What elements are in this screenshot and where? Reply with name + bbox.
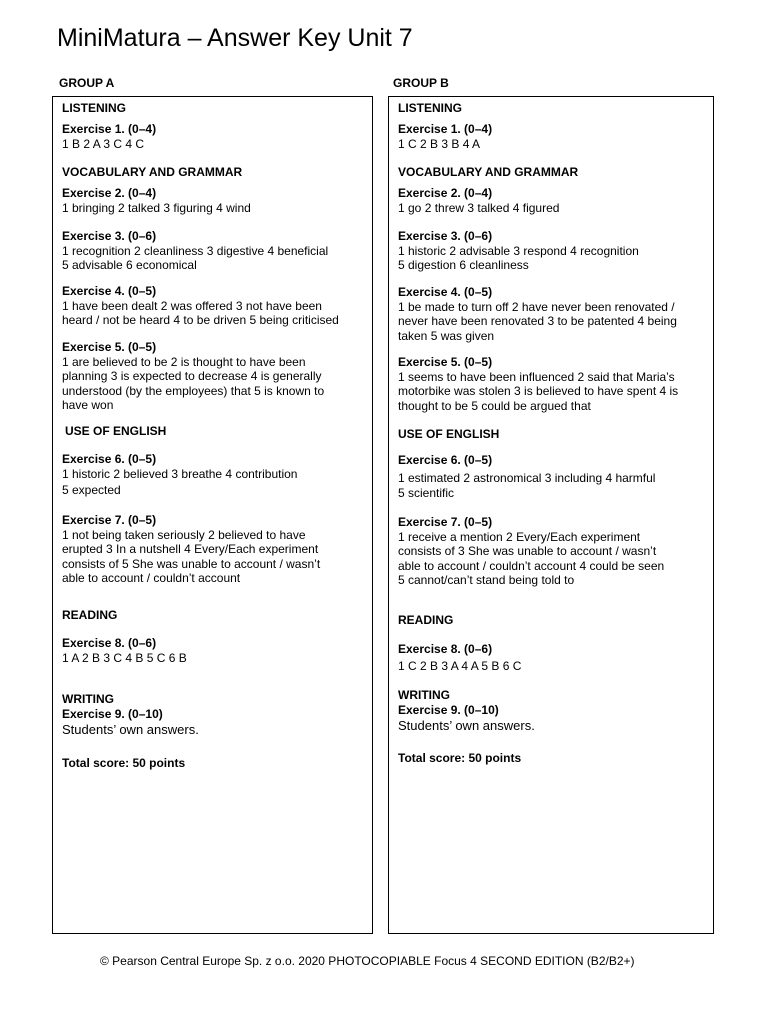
- exercise-5-title: Exercise 5. (0–5): [62, 340, 157, 354]
- total-score: Total score: 50 points: [398, 751, 522, 765]
- use-of-english-heading: USE OF ENGLISH: [65, 424, 167, 438]
- exercise-7-answers-line-3: consists of 5 She was unable to account / wasn’t: [62, 556, 321, 571]
- exercise-8-answers: 1 A 2 B 3 C 4 B 5 C 6 B: [62, 650, 187, 665]
- exercise-7-answers-line-1: 1 not being taken seriously 2 believed to have: [62, 527, 306, 542]
- exercise-3-answers-line-1: 1 historic 2 advisable 3 respond 4 recognition: [398, 243, 639, 258]
- exercise-4-answers-line-1: 1 have been dealt 2 was offered 3 not have been: [62, 298, 322, 313]
- exercise-8-answers: 1 C 2 B 3 A 4 A 5 B 6 C: [398, 658, 522, 673]
- exercise-7-answers-line-3: able to account / couldn’t account 4 could be seen: [398, 558, 665, 573]
- exercise-1-title: Exercise 1. (0–4): [398, 122, 493, 136]
- exercise-5-answers-line-1: 1 seems to have been influenced 2 said that Maria’s: [398, 369, 675, 384]
- group-a-panel: [52, 96, 373, 934]
- exercise-5-answers-line-4: have won: [62, 398, 114, 412]
- exercise-5-answers-line-3: understood (by the employees) that 5 is known to: [62, 383, 325, 398]
- exercise-1-answers: 1 B 2 A 3 C 4 C: [62, 136, 145, 151]
- page-title: MiniMatura – Answer Key Unit 7: [57, 24, 413, 52]
- exercise-5-title: Exercise 5. (0–5): [398, 355, 493, 369]
- total-score: Total score: 50 points: [62, 756, 186, 770]
- exercise-5-answers-line-2: planning 3 is expected to decrease 4 is generally: [62, 369, 322, 383]
- exercise-8: [398, 642, 707, 673]
- exercise-5-answers-line-2: motorbike was stolen 3 is believed to have spent 4 is: [398, 384, 679, 398]
- exercise-6: [62, 452, 366, 498]
- exercise-4-title: Exercise 4. (0–5): [62, 284, 157, 298]
- exercise-3: [62, 229, 366, 273]
- writing-heading: WRITING: [62, 692, 114, 706]
- exercise-2-title: Exercise 2. (0–4): [398, 186, 493, 200]
- vocabulary-heading: VOCABULARY AND GRAMMAR: [398, 165, 579, 179]
- exercise-7-answers-line-1: 1 receive a mention 2 Every/Each experiment: [398, 529, 641, 544]
- listening-heading: LISTENING: [62, 101, 127, 115]
- exercise-6-title: Exercise 6. (0–5): [398, 453, 493, 467]
- group-b-panel: [388, 96, 714, 934]
- exercise-5: [62, 340, 366, 413]
- writing-section: [62, 692, 366, 738]
- exercise-3-answers-line-1: 1 recognition 2 cleanliness 3 digestive 4 beneficial: [62, 243, 329, 258]
- reading-heading: READING: [398, 613, 454, 627]
- exercise-4-answers-line-2: heard / not be heard 4 to be driven 5 being criticised: [62, 313, 339, 327]
- listening-heading: LISTENING: [398, 101, 463, 115]
- exercise-4-title: Exercise 4. (0–5): [398, 285, 493, 299]
- exercise-1-answers: 1 C 2 B 3 B 4 A: [398, 136, 481, 151]
- exercise-1: [398, 122, 707, 151]
- exercise-7-title: Exercise 7. (0–5): [62, 513, 157, 527]
- exercise-9-title: Exercise 9. (0–10): [62, 706, 163, 721]
- exercise-2-title: Exercise 2. (0–4): [62, 186, 157, 200]
- exercise-2-answers: 1 go 2 threw 3 talked 4 figured: [398, 200, 560, 215]
- exercise-9-title: Exercise 9. (0–10): [398, 702, 499, 717]
- exercise-1-title: Exercise 1. (0–4): [62, 122, 157, 136]
- exercise-7-answers-line-2: erupted 3 In a nutshell 4 Every/Each experiment: [62, 542, 319, 556]
- exercise-8-title: Exercise 8. (0–6): [398, 642, 493, 656]
- exercise-5-answers-line-1: 1 are believed to be 2 is thought to have been: [62, 354, 306, 369]
- exercise-4-answers-line-2: never have been renovated 3 to be patented 4 being: [398, 314, 677, 328]
- writing-heading: WRITING: [398, 688, 450, 702]
- exercise-1: [62, 122, 366, 151]
- exercise-4-answers-line-3: taken 5 was given: [398, 328, 495, 343]
- exercise-3-title: Exercise 3. (0–6): [398, 229, 493, 243]
- exercise-4: [62, 284, 366, 328]
- exercise-6-answers-line-2: 5 scientific: [398, 486, 455, 500]
- exercise-2: [62, 186, 366, 215]
- exercise-5: [398, 355, 707, 413]
- group-a-label: GROUP A: [59, 76, 115, 90]
- exercise-3-answers-line-2: 5 advisable 6 economical: [62, 258, 197, 272]
- exercise-8: [62, 636, 366, 665]
- exercise-7-answers-line-2: consists of 3 She was unable to account / wasn’t: [398, 544, 657, 558]
- exercise-7: [398, 515, 707, 588]
- exercise-4: [398, 285, 707, 343]
- exercise-6: [398, 453, 707, 501]
- exercise-3: [398, 229, 707, 273]
- exercise-2: [398, 186, 707, 215]
- exercise-6-title: Exercise 6. (0–5): [62, 452, 157, 466]
- exercise-3-title: Exercise 3. (0–6): [62, 229, 157, 243]
- group-b-label: GROUP B: [393, 76, 449, 90]
- exercise-8-title: Exercise 8. (0–6): [62, 636, 157, 650]
- copyright-footer: © Pearson Central Europe Sp. z o.o. 2020 PHOTOCOPIABLE Focus 4 SECOND EDITION (B2/B2+): [100, 954, 635, 968]
- exercise-2-answers: 1 bringing 2 talked 3 figuring 4 wind: [62, 200, 251, 215]
- exercise-6-answers-line-1: 1 historic 2 believed 3 breathe 4 contribution: [62, 466, 298, 481]
- exercise-9-answers: Students’ own answers.: [62, 722, 199, 737]
- reading-heading: READING: [62, 608, 118, 622]
- exercise-7-title: Exercise 7. (0–5): [398, 515, 493, 529]
- exercise-3-answers-line-2: 5 digestion 6 cleanliness: [398, 258, 529, 272]
- exercise-7-answers-line-4: 5 cannot/can’t stand being told to: [398, 573, 575, 587]
- exercise-6-answers-line-2: 5 expected: [62, 483, 121, 497]
- vocabulary-heading: VOCABULARY AND GRAMMAR: [62, 165, 243, 179]
- writing-section: [398, 688, 707, 734]
- use-of-english-heading: USE OF ENGLISH: [398, 427, 500, 441]
- exercise-7: [62, 513, 366, 586]
- exercise-4-answers-line-1: 1 be made to turn off 2 have never been renovated /: [398, 299, 675, 314]
- exercise-7-answers-line-4: able to account / couldn’t account: [62, 571, 241, 585]
- exercise-6-answers-line-1: 1 estimated 2 astronomical 3 including 4 harmful: [398, 470, 656, 485]
- exercise-5-answers-line-3: thought to be 5 could be argued that: [398, 398, 591, 413]
- exercise-9-answers: Students’ own answers.: [398, 718, 535, 733]
